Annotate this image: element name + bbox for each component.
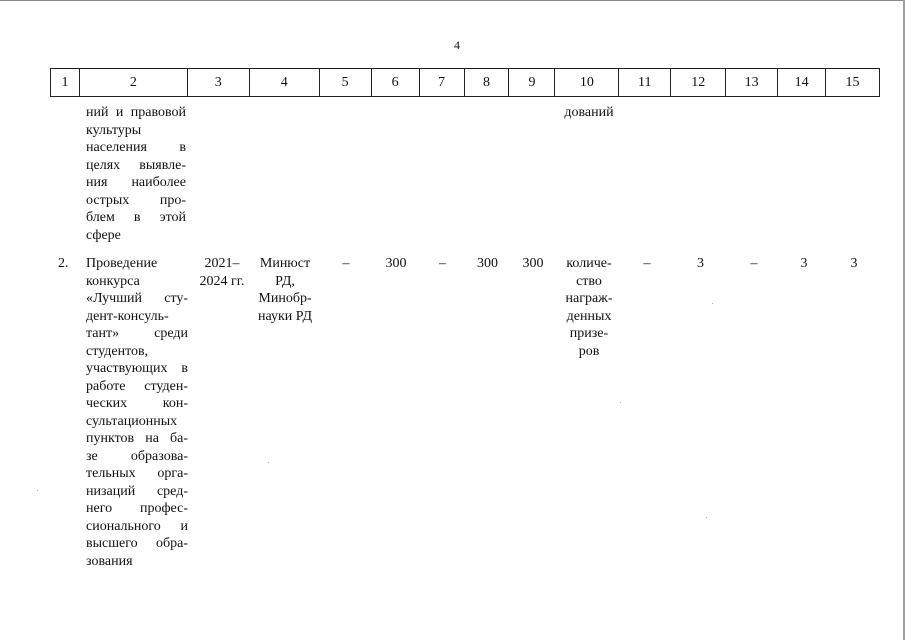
word: него — [86, 501, 113, 516]
word: ческих — [86, 396, 128, 411]
header-col-3: 3 — [188, 69, 250, 96]
text-line: денных — [566, 308, 612, 324]
text-line: конкурса — [86, 273, 140, 289]
text-line — [86, 518, 188, 536]
text-line — [86, 483, 188, 501]
row2-col5: – — [342, 256, 350, 271]
text-line: Проведение — [86, 256, 158, 271]
header-col-8: 8 — [465, 69, 510, 96]
row2-col14: 3 — [800, 256, 808, 271]
word: тельных — [86, 466, 136, 481]
header-col-9: 9 — [509, 69, 555, 96]
word: целях — [86, 157, 121, 173]
scan-speck — [268, 462, 269, 463]
word: обра- — [156, 536, 188, 551]
text-line: сфере — [86, 227, 121, 243]
row2-col9: 300 — [522, 256, 544, 271]
header-col-10: 10 — [555, 69, 619, 96]
text-line — [86, 104, 186, 122]
word: ба- — [170, 431, 188, 446]
row2-number: 2. — [58, 256, 69, 271]
header-col-1: 1 — [51, 69, 80, 96]
row2-indicator — [557, 255, 621, 360]
word: и — [115, 105, 124, 120]
header-col-11: 11 — [619, 69, 671, 96]
word: среди — [154, 326, 188, 341]
word: работе — [86, 378, 126, 394]
word: участвующих — [86, 361, 168, 376]
text-line — [86, 500, 188, 518]
row2-col7: – — [439, 256, 446, 271]
word: тант» — [86, 326, 120, 341]
header-col-5: 5 — [320, 69, 372, 96]
scan-speck — [37, 490, 38, 491]
word: населения — [86, 140, 147, 155]
row2-col11: – — [643, 256, 651, 271]
word: профес- — [139, 501, 188, 516]
word: в — [133, 210, 141, 225]
word: в — [181, 361, 188, 376]
text-line: РД, — [275, 273, 295, 289]
text-line — [86, 535, 188, 553]
row2-col8: 300 — [477, 256, 498, 271]
text-line: 2024 гг. — [199, 273, 245, 289]
row2-col12: 3 — [697, 256, 704, 271]
word: наиболее — [131, 175, 186, 190]
text-line: сультационных — [86, 413, 178, 429]
text-line: науки РД — [257, 308, 313, 324]
word: про- — [159, 192, 186, 208]
text-line: ров — [578, 343, 600, 359]
header-col-14: 14 — [778, 69, 826, 96]
word: студен- — [144, 378, 188, 394]
header-col-6: 6 — [372, 69, 420, 96]
text-line — [86, 290, 188, 308]
text-line — [86, 465, 188, 483]
scan-speck — [706, 517, 707, 518]
text-line — [86, 395, 188, 413]
text-line — [86, 448, 188, 466]
row2-period — [192, 255, 252, 290]
word: ний — [86, 105, 109, 120]
text-line: призе- — [569, 326, 609, 341]
header-col-2: 2 — [80, 69, 188, 96]
text-line: дент-консуль- — [86, 308, 169, 324]
text-line: зования — [86, 553, 133, 569]
text-line — [86, 209, 186, 227]
word: зе — [86, 448, 98, 464]
word: в — [179, 140, 186, 155]
row2-description — [86, 255, 188, 570]
table-header-row — [50, 68, 880, 97]
text-line: студентов, — [86, 343, 149, 359]
scan-speck — [712, 303, 713, 304]
scan-speck — [620, 402, 621, 403]
word: выявле- — [139, 157, 186, 173]
row2-executors — [250, 255, 320, 325]
text-line: Минюст — [259, 256, 311, 271]
text-line — [86, 139, 186, 157]
word: и — [180, 518, 188, 534]
continuation-col2-text — [86, 104, 186, 244]
page-number: 4 — [454, 38, 460, 52]
header-col-7: 7 — [420, 69, 465, 96]
text-line: ство — [576, 273, 602, 289]
header-col-13: 13 — [726, 69, 778, 96]
word: образова- — [130, 448, 188, 464]
header-col-15: 15 — [845, 74, 860, 90]
word: ния — [86, 175, 108, 190]
text-line — [86, 430, 188, 448]
text-line: награж- — [565, 291, 613, 306]
word: острых — [86, 192, 130, 208]
text-line — [86, 157, 186, 175]
header-col-12: 12 — [671, 69, 726, 96]
text-line: Минобр- — [258, 291, 312, 306]
text-line — [86, 360, 188, 378]
word: этой — [159, 210, 186, 225]
word: низаций — [86, 483, 136, 499]
row2-col6: 300 — [385, 256, 407, 271]
text-line: культуры — [86, 122, 142, 138]
word: кон- — [162, 396, 188, 411]
text-line — [86, 378, 188, 396]
word: правовой — [130, 105, 186, 120]
continuation-col10-text: дований — [564, 105, 614, 120]
text-line: 2021– — [204, 256, 240, 271]
text-line — [86, 174, 186, 192]
word: сту- — [164, 291, 188, 306]
header-col-4: 4 — [250, 69, 320, 96]
word: орга- — [157, 466, 188, 481]
row2-col15: 3 — [850, 256, 858, 271]
word: на — [145, 431, 159, 446]
word: «Лучший — [86, 291, 142, 306]
text-line — [86, 192, 186, 210]
word: сионального — [86, 518, 161, 534]
word: пунктов — [86, 431, 135, 446]
row2-col13: – — [750, 256, 758, 271]
scan-edge-top — [0, 0, 905, 1]
text-line — [86, 325, 188, 343]
text-line: количе- — [566, 256, 612, 271]
word: сред- — [156, 483, 188, 499]
word: блем — [86, 210, 115, 225]
word: высшего — [86, 536, 138, 551]
